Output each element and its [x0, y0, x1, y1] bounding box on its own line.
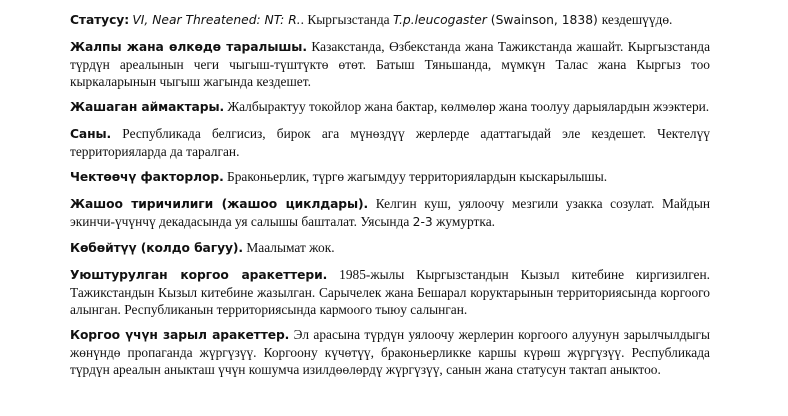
habitat-paragraph — [70, 98, 710, 116]
needed-actions-label: Коргоо үчүн зарыл аракеттер. — [70, 328, 290, 342]
protection-measures-label: Уюштурулган коргоо аракеттери. — [70, 267, 328, 282]
protection-measures-paragraph — [70, 266, 710, 318]
numbers-label: Саны. — [70, 126, 112, 141]
status-label: Статусу: — [70, 13, 130, 27]
lifecycle-label: Жашоо тиричилиги (жашоо циклдары). — [70, 196, 369, 211]
status-paragraph — [70, 11, 710, 29]
needed-actions-paragraph — [70, 326, 710, 378]
distribution-text: Казакстанда, Өзбекстанда жана Тажикстанда жашайт. Кыргызстанда түрдүн ареалынын чеги чыгыш-түштүктө өтөт. Батыш Тяньшанда, мүмкүн Талас жана Кыргыз тоо кыркаларынын чыгыш жагында кездешет. — [70, 38, 711, 89]
distribution-label: Жалпы жана өлкөдө таралышы. — [70, 39, 307, 54]
clutch-size: 2-3 — [412, 214, 433, 229]
status-category: VI, Near Threatened: NT: R. — [132, 13, 301, 27]
distribution-paragraph — [70, 38, 710, 90]
breeding-text: Маалымат жок. — [246, 240, 335, 255]
breeding-paragraph — [70, 239, 710, 257]
red-book-species-entry — [70, 11, 710, 387]
numbers-paragraph — [70, 125, 710, 160]
lifecycle-text-b: жумуртка. — [432, 213, 496, 229]
lifecycle-text-a: Келгин куш, уялоочу мезгили узакка созулат. Майдын экинчи-үчүнчү декадасында уя салышы башталат. Уясында — [70, 195, 710, 229]
limiting-factors-label: Чектөөчү факторлор. — [70, 170, 224, 184]
protection-year: 1985 — [339, 266, 366, 282]
breeding-label: Көбөйтүү (колдо багуу). — [70, 241, 244, 255]
species-authority: (Swainson, 1838) — [486, 13, 602, 27]
numbers-text: Республикада белгисиз, бирок ага мүнөздүү жерлерде адаттагыдай эле кездешет. Чектелүү территорияларда да таралган. — [70, 125, 710, 159]
habitat-label: Жашаган аймактары. — [70, 100, 225, 114]
lifecycle-paragraph — [70, 195, 710, 231]
limiting-factors-paragraph — [70, 168, 710, 186]
limiting-factors-text: Браконьерлик, түргө жагымдуу территориялардын кыскарылышы. — [227, 169, 608, 184]
habitat-text: Жалбырактуу токойлор жана бактар, көлмөлөр жана тоолуу дарыялардын жээктери. — [227, 99, 710, 114]
status-text-c: кездешүүдө. — [601, 12, 673, 27]
needed-actions-text: Эл арасына түрдүн уялоочу жерлерин коргоого алуунун зарылчылдыгы жөнүндө пропаганда жүргүзүү. Коргоону күчөтүү, браконьерликке каршы күрөш жүргүзүү. Республикада түрдүн ареалын аныкташ үчүн кошумча изилдөөлөрдү жүргүзүү, санын жана статусун тактап аныктоо. — [70, 327, 710, 377]
species-name: T.p.leucogaster — [392, 13, 487, 27]
status-text-a: . Кыргызстанда — [300, 12, 393, 27]
protection-measures-text: -жылы Кыргызстандын Кызыл китебине киргизилген. Тажикстандын Кызыл китебине жазылган. Сарычелек жана Бешарал коруктарынын территориясында коргоого алынган. Республиканын территориясында кармоого тыюу салынган. — [70, 266, 710, 317]
